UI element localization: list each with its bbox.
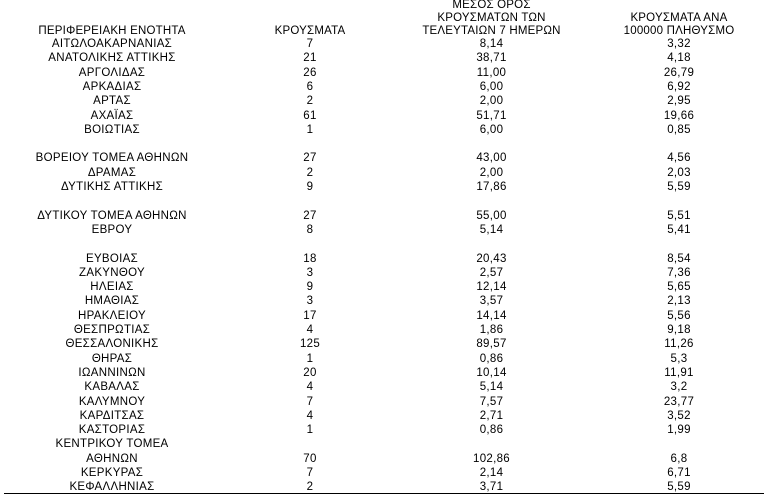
cell-avg7: 11,00	[476, 66, 507, 79]
cell-cases: 17	[303, 309, 317, 322]
cell-avg7: 38,71	[476, 52, 507, 65]
header-per100k-line2: 100000 ΠΛΗΘΥΣΜΟ	[623, 25, 735, 37]
cell-per100k: 3,52	[667, 409, 691, 422]
cell-per100k: 11,91	[664, 366, 694, 379]
cell-cases: 3	[306, 266, 314, 279]
cell-avg7: 43,00	[476, 152, 507, 165]
cell-cases: 4	[306, 324, 314, 336]
cell-avg7: 102,86	[473, 452, 510, 465]
header-per100k-line1: ΚΡΟΥΣΜΑΤΑ ΑΝΑ	[630, 12, 728, 24]
cell-per100k: 5,59	[667, 481, 691, 494]
cell-cases: 1	[306, 123, 314, 136]
table-row	[0, 466, 768, 480]
cell-per100k: 5,3	[670, 352, 688, 365]
cell-avg7: 7,57	[479, 395, 504, 408]
cell-cases: 2	[306, 166, 314, 179]
table-row	[0, 252, 768, 266]
cell-cases: 7	[306, 467, 314, 479]
cell-region: ΖΑΚΥΝΘΟΥ	[79, 266, 145, 279]
cell-per100k: 8,54	[667, 252, 691, 265]
cell-per100k: 3,32	[667, 38, 691, 50]
table-row	[0, 395, 768, 409]
cell-region: ΒΟΙΩΤΙΑΣ	[84, 123, 140, 136]
cell-cases: 1	[306, 424, 314, 437]
cell-region: ΘΗΡΑΣ	[91, 352, 133, 365]
cell-avg7: 3,71	[479, 481, 504, 494]
cell-region: ΚΕΡΚΥΡΑΣ	[80, 467, 144, 479]
table-row	[0, 323, 768, 337]
table-row	[0, 452, 768, 466]
cell-per100k: 9,18	[667, 324, 691, 336]
cell-cases: 21	[303, 52, 317, 65]
cell-avg7: 6,00	[479, 123, 504, 136]
cell-avg7: 55,00	[476, 209, 507, 222]
cell-per100k: 5,59	[667, 181, 691, 193]
cell-cases: 26	[303, 66, 317, 79]
cell-region: ΑΙΤΩΛΟΑΚΑΡΝΑΝΙΑΣ	[51, 38, 173, 50]
cell-per100k: 0,85	[667, 123, 691, 136]
cell-avg7: 6,00	[479, 80, 504, 93]
table-row	[0, 337, 768, 351]
cell-per100k: 19,66	[663, 109, 695, 122]
cell-region: ΘΕΣΠΡΩΤΙΑΣ	[73, 324, 151, 336]
cell-avg7: 2,57	[479, 266, 504, 279]
cell-cases: 6	[306, 80, 314, 93]
cell-cases: 7	[306, 395, 314, 408]
cell-cases: 8	[306, 223, 314, 236]
cell-avg7: 10,14	[476, 366, 507, 379]
table-row	[0, 280, 768, 294]
cell-avg7: 2,00	[479, 166, 504, 179]
table-row	[0, 437, 768, 451]
cell-per100k: 1,99	[667, 424, 691, 437]
cell-cases: 2	[306, 481, 314, 494]
cell-cases: 125	[299, 338, 321, 351]
cell-per100k: 5,51	[667, 209, 691, 222]
table-row	[0, 37, 768, 51]
cell-per100k: 6,92	[667, 80, 691, 93]
table-row	[0, 123, 768, 137]
cell-per100k: 3,2	[670, 381, 688, 394]
cell-region: ΚΑΛΥΜΝΟΥ	[78, 395, 146, 408]
cell-avg7: 20,43	[476, 252, 507, 265]
cell-per100k: 23,77	[663, 395, 695, 408]
cell-per100k: 2,13	[667, 295, 691, 308]
table-row	[0, 294, 768, 308]
cell-avg7: 51,71	[476, 109, 507, 122]
cell-per100k: 5,41	[667, 223, 691, 236]
cell-avg7: 2,71	[479, 409, 504, 422]
cell-region: ΑΡΚΑΔΙΑΣ	[82, 80, 142, 93]
header-region: ΠΕΡΙΦΕΡΕΙΑΚΗ ΕΝΟΤΗΤΑ	[38, 25, 186, 37]
cell-region: ΑΡΤΑΣ	[93, 95, 131, 108]
cell-region: ΗΜΑΘΙΑΣ	[84, 295, 140, 308]
cell-region: ΔΡΑΜΑΣ	[87, 166, 137, 179]
cell-cases: 9	[306, 181, 314, 193]
header-avg-line1: ΜΕΣΟΣ ΟΡΟΣ	[452, 0, 531, 11]
cell-per100k: 11,26	[664, 338, 694, 351]
table-row	[0, 352, 768, 366]
cell-region: ΑΧΑΪΑΣ	[90, 109, 134, 122]
cell-per100k: 26,79	[663, 66, 695, 79]
table-row	[0, 209, 768, 223]
header-avg-line3: ΤΕΛΕΥΤΑΙΩΝ 7 ΗΜΕΡΩΝ	[422, 25, 561, 37]
cell-avg7: 8,14	[479, 38, 504, 50]
header-cases: ΚΡΟΥΣΜΑΤΑ	[274, 25, 346, 37]
cell-per100k: 4,18	[667, 52, 691, 65]
cell-region: ΚΑΡΔΙΤΣΑΣ	[79, 409, 145, 422]
table-row	[0, 366, 768, 380]
bottom-rule	[4, 493, 764, 494]
cell-avg7: 5,14	[479, 381, 504, 394]
cell-region: ΗΛΕΙΑΣ	[90, 281, 134, 294]
cell-per100k: 6,8	[670, 452, 688, 465]
cell-per100k: 2,03	[667, 166, 691, 179]
cell-avg7: 5,14	[479, 223, 504, 236]
cell-cases: 27	[303, 152, 317, 165]
table-row	[0, 51, 768, 65]
table-row	[0, 409, 768, 423]
cell-cases: 27	[303, 209, 317, 222]
cell-region: ΕΥΒΟΙΑΣ	[85, 252, 139, 265]
cell-region: ΕΒΡΟΥ	[91, 223, 133, 236]
cell-region: ΚΑΒΑΛΑΣ	[84, 381, 140, 394]
cell-cases: 70	[303, 452, 317, 465]
table-row	[0, 180, 768, 194]
table-row	[0, 137, 768, 151]
table-row	[0, 223, 768, 237]
cell-cases: 9	[306, 281, 314, 294]
cell-avg7: 17,86	[476, 181, 507, 193]
cell-region: ΔΥΤΙΚΗΣ ΑΤΤΙΚΗΣ	[60, 181, 163, 193]
table-row	[0, 266, 768, 280]
cell-per100k: 2,95	[667, 95, 691, 108]
cell-region: ΑΘΗΝΩΝ	[86, 452, 138, 465]
cell-avg7: 3,57	[479, 295, 504, 308]
table-row	[0, 423, 768, 437]
table-row	[0, 66, 768, 80]
cell-region: ΘΕΣΣΑΛΟΝΙΚΗΣ	[65, 338, 159, 351]
table-row	[0, 166, 768, 180]
cell-avg7: 0,86	[479, 424, 504, 437]
cell-per100k: 7,36	[667, 266, 691, 279]
cell-avg7: 14,14	[476, 309, 507, 322]
cell-avg7: 2,14	[479, 467, 504, 479]
cell-cases: 4	[306, 409, 314, 422]
table-row	[0, 194, 768, 208]
cell-per100k: 5,56	[667, 309, 691, 322]
cell-per100k: 6,71	[667, 467, 691, 479]
cell-region: ΚΑΣΤΟΡΙΑΣ	[78, 424, 146, 437]
cell-region: ΔΥΤΙΚΟΥ ΤΟΜΕΑ ΑΘΗΝΩΝ	[37, 209, 187, 222]
cell-cases: 4	[306, 381, 314, 394]
cell-region: ΗΡΑΚΛΕΙΟΥ	[78, 309, 146, 322]
cell-avg7: 0,86	[479, 352, 504, 365]
cell-per100k: 5,65	[667, 281, 691, 294]
table-row	[0, 80, 768, 94]
table-row	[0, 237, 768, 251]
cell-region: ΑΡΓΟΛΙΔΑΣ	[78, 66, 146, 79]
cell-avg7: 2,00	[479, 95, 504, 108]
cell-avg7: 89,57	[476, 338, 507, 351]
cell-cases: 7	[306, 38, 314, 50]
cell-region: ΚΕΦΑΛΛΗΝΙΑΣ	[69, 481, 155, 494]
table-row	[0, 380, 768, 394]
cell-cases: 20	[303, 366, 317, 379]
cell-cases: 18	[303, 252, 317, 265]
cell-avg7: 1,86	[479, 324, 504, 336]
cell-cases: 61	[303, 109, 317, 122]
table-row	[0, 309, 768, 323]
table-row	[0, 94, 768, 108]
cell-cases: 2	[306, 95, 314, 108]
cell-region: ΒΟΡΕΙΟΥ ΤΟΜΕΑ ΑΘΗΝΩΝ	[35, 152, 189, 165]
table-row	[0, 109, 768, 123]
cell-per100k: 4,56	[667, 152, 691, 165]
cell-cases: 1	[306, 352, 314, 365]
table-row	[0, 151, 768, 165]
cell-region: ΙΩΑΝΝΙΝΩΝ	[78, 366, 146, 379]
header-avg-line2: ΚΡΟΥΣΜΑΤΩΝ ΤΩΝ	[437, 12, 546, 24]
cell-region: ΑΝΑΤΟΛΙΚΗΣ ΑΤΤΙΚΗΣ	[48, 52, 176, 65]
cell-region: ΚΕΝΤΡΙΚΟΥ ΤΟΜΕΑ	[55, 438, 169, 451]
cell-avg7: 12,14	[476, 281, 507, 294]
cell-cases: 3	[306, 295, 314, 308]
